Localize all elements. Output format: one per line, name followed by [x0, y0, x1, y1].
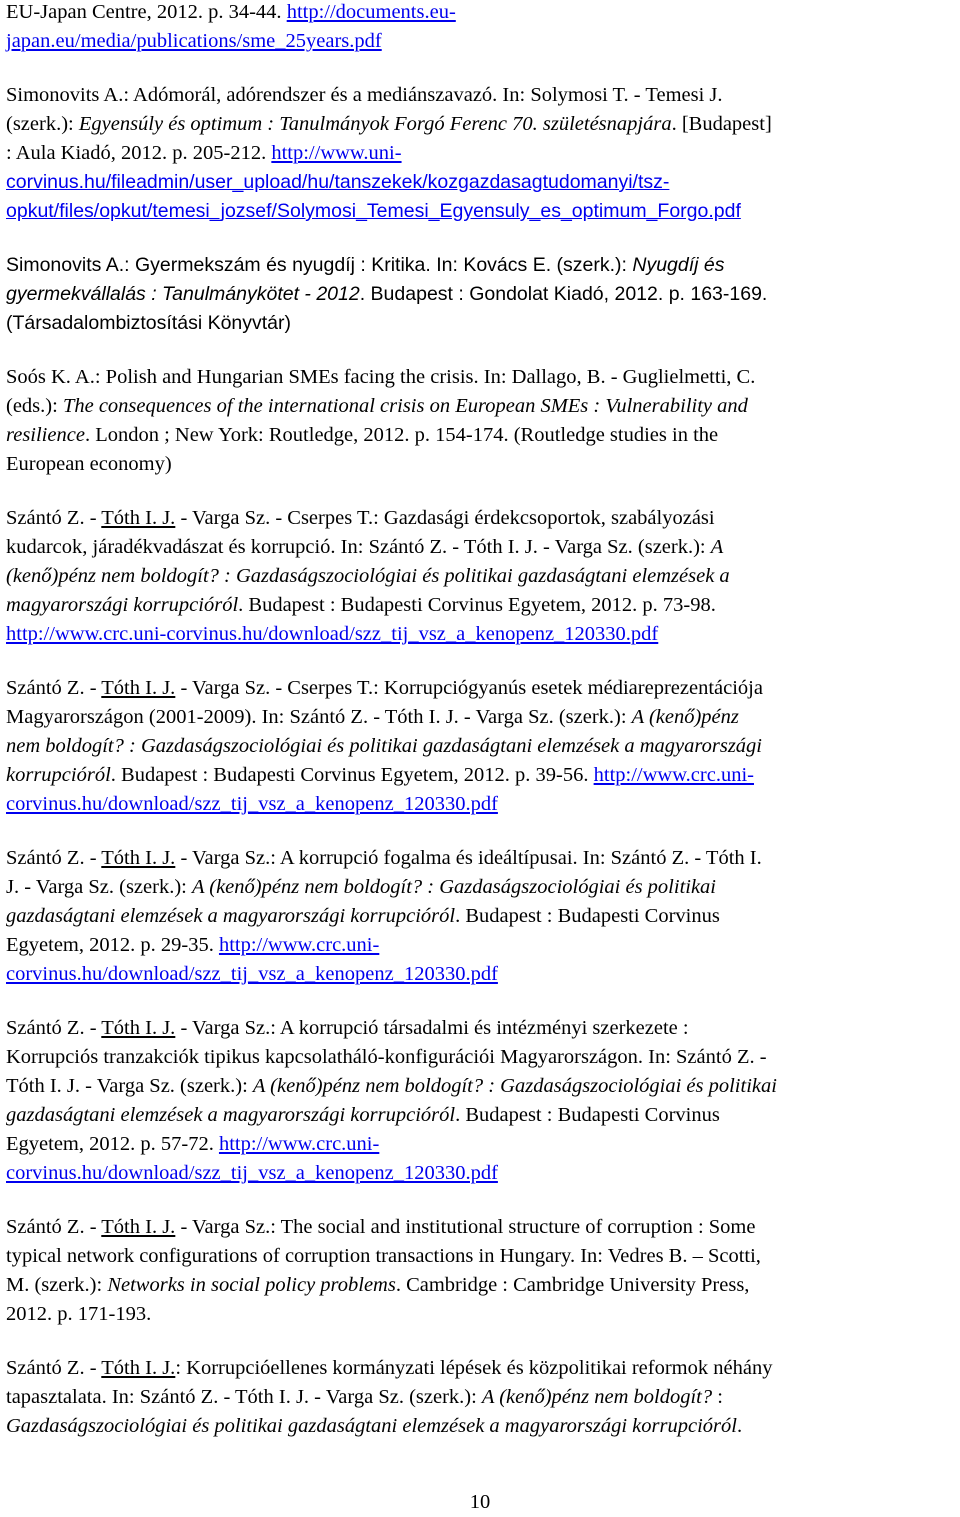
reference-line [6, 280, 956, 309]
reference-title: A [710, 536, 724, 558]
reference-text: - Varga Sz. - Cserpes T.: Gazdasági érdekcsoportok, szabályozási [175, 507, 715, 529]
reference-line [6, 1130, 956, 1159]
reference-text: Simonovits A.: Adómorál, adórendszer és a mediánszavazó. In: Solymosi T. - Temesi J. [6, 84, 723, 106]
reference-text: (szerk.): [6, 113, 79, 135]
reference-line [6, 533, 956, 562]
reference-line [6, 960, 956, 989]
reference-link[interactable]: http://www.crc.uni- [218, 934, 380, 956]
reference-line [6, 1383, 956, 1412]
reference-line [6, 761, 956, 790]
reference-link[interactable]: http://www.crc.uni-corvinus.hu/download/szz_tij_vsz_a_kenopenz_120330.pdf [6, 623, 659, 645]
reference-text: kudarcok, járadékvadászat és korrupció. In: Szántó Z. - Tóth I. J. - Varga Sz. (szerk.): [6, 536, 711, 558]
reference-link[interactable]: http://www.uni- [271, 142, 402, 164]
reference-link[interactable]: corvinus.hu/download/szz_tij_vsz_a_kenopenz_120330.pdf [6, 793, 498, 815]
reference-title: resilience [6, 424, 85, 446]
reference-text: : Aula Kiadó, 2012. p. 205-212. [6, 142, 272, 164]
reference-link[interactable]: opkut/files/opkut/temesi_jozsef/Solymosi_Temesi_Egyensuly_es_optimum_Forgo.pdf [6, 200, 741, 222]
reference-title: gyermekvállalás : Tanulmánykötet - 2012 [6, 283, 360, 305]
reference-line [6, 902, 956, 931]
reference-text: Szántó Z. - [6, 1017, 102, 1039]
reference-title: magyarországi korrupcióról [6, 594, 239, 616]
reference-link[interactable]: corvinus.hu/fileadmin/user_upload/hu/tanszekek/kozgazdasagtudomanyi/tsz- [6, 171, 670, 193]
reference-text: EU-Japan Centre, 2012. p. 34-44. [6, 1, 287, 23]
reference-line [6, 1242, 956, 1271]
reference-text: . London ; New York: Routledge, 2012. p. 154-174. (Routledge studies in the [84, 424, 719, 446]
reference-text: Szántó Z. - [6, 847, 102, 869]
reference-author-highlight: Tóth I. J. [101, 1357, 176, 1379]
reference-line [6, 732, 956, 761]
reference-text: Szántó Z. - [6, 1357, 102, 1379]
reference-author-highlight: Tóth I. J. [101, 677, 176, 699]
reference-line [6, 27, 956, 56]
reference-text: . Budapest : Budapesti Corvinus Egyetem, 2012. p. 39-56. [110, 764, 594, 786]
reference-title: A (kenő)pénz nem boldogít? [481, 1386, 713, 1408]
reference-title: Egyensúly és optimum : Tanulmányok Forgó Ferenc 70. születésnapjára [78, 113, 672, 135]
reference-entry [6, 363, 956, 479]
reference-title: gazdaságtani elemzések a magyarországi korrupcióról [6, 1104, 456, 1126]
reference-text: . Budapest : Budapesti Corvinus Egyetem, 2012. p. 73-98. [238, 594, 716, 616]
reference-title: korrupcióról [6, 764, 111, 786]
reference-author-highlight: Tóth I. J. [101, 1017, 176, 1039]
reference-line [6, 1072, 956, 1101]
reference-line [6, 168, 956, 197]
reference-text: (eds.): [6, 395, 63, 417]
reference-text: - Varga Sz.: The social and institutional structure of corruption : Some [175, 1216, 756, 1238]
reference-link[interactable]: corvinus.hu/download/szz_tij_vsz_a_kenopenz_120330.pdf [6, 1162, 498, 1184]
reference-link[interactable]: http://documents.eu- [286, 1, 456, 23]
reference-link[interactable]: corvinus.hu/download/szz_tij_vsz_a_kenopenz_120330.pdf [6, 963, 498, 985]
reference-line [6, 139, 956, 168]
reference-entry [6, 674, 956, 819]
reference-text: - Varga Sz. - Cserpes T.: Korrupciógyanús esetek médiareprezentációja [175, 677, 763, 699]
reference-line [6, 1043, 956, 1072]
reference-text: : Korrupcióellenes kormányzati lépések és közpolitikai reformok néhány [175, 1357, 773, 1379]
reference-line [6, 363, 956, 392]
reference-text: 2012. p. 171-193. [6, 1303, 152, 1325]
reference-line [6, 844, 956, 873]
reference-title: Gazdaságszociológiai és politikai gazdaságtani elemzések a magyarországi korrupcióról [6, 1415, 737, 1437]
reference-text: . Cambridge : Cambridge University Press, [395, 1274, 750, 1296]
reference-line [6, 1014, 956, 1043]
reference-text: M. (szerk.): [6, 1274, 108, 1296]
reference-line [6, 392, 956, 421]
reference-text: . Budapest : Budapesti Corvinus [455, 1104, 720, 1126]
reference-text: J. - Varga Sz. (szerk.): [6, 876, 192, 898]
reference-line [6, 1271, 956, 1300]
reference-author-highlight: Tóth I. J. [101, 1216, 176, 1238]
reference-text: . [736, 1415, 743, 1437]
reference-line [6, 0, 956, 27]
reference-line [6, 504, 956, 533]
reference-title: A (kenő)pénz nem boldogít? : Gazdaságszociológiai és politikai [252, 1075, 777, 1097]
reference-title: (kenő)pénz nem boldogít? : Gazdaságszociológiai és politikai gazdaságtani elemzések a [6, 565, 730, 587]
reference-line [6, 197, 956, 226]
reference-title: A (kenő)pénz nem boldogít? : Gazdaságszociológiai és politikai [191, 876, 717, 898]
reference-line [6, 1354, 956, 1383]
reference-text: Szántó Z. - [6, 1216, 102, 1238]
reference-text: Egyetem, 2012. p. 57-72. [6, 1133, 219, 1155]
reference-line [6, 421, 956, 450]
reference-text: Magyarországon (2001-2009). In: Szántó Z. - Tóth I. J. - Varga Sz. (szerk.): [6, 706, 632, 728]
reference-line [6, 620, 956, 649]
reference-text: Korrupciós tranzakciók tipikus kapcsolatháló-konfigurációi Magyarországon. In: Szántó Z. - [6, 1046, 767, 1068]
reference-entry [6, 251, 956, 338]
reference-title: A (kenő)pénz [631, 706, 739, 728]
page-number: 10 [469, 1491, 491, 1513]
reference-entry [6, 1014, 956, 1188]
reference-text: typical network configurations of corruption transactions in Hungary. In: Vedres B. – Scotti, [6, 1245, 761, 1267]
reference-title: Nyugdíj és [632, 254, 725, 276]
reference-text: Egyetem, 2012. p. 29-35. [6, 934, 219, 956]
reference-title: Networks in social policy problems [107, 1274, 396, 1296]
reference-text: . Budapest : Gondolat Kiadó, 2012. p. 163-169. [359, 283, 768, 305]
reference-line [6, 1101, 956, 1130]
reference-entry [6, 844, 956, 989]
reference-text: Tóth I. J. - Varga Sz. (szerk.): [6, 1075, 253, 1097]
reference-link[interactable]: http://www.crc.uni- [593, 764, 754, 786]
reference-line [6, 703, 956, 732]
reference-text: - Varga Sz.: A korrupció fogalma és ideáltípusai. In: Szántó Z. - Tóth I. [175, 847, 762, 869]
reference-line [6, 931, 956, 960]
reference-line [6, 1159, 956, 1188]
reference-line [6, 1213, 956, 1242]
reference-entry [6, 504, 956, 649]
reference-text: Simonovits A.: Gyermekszám és nyugdíj : Kritika. In: Kovács E. (szerk.): [6, 254, 633, 276]
reference-title: gazdaságtani elemzések a magyarországi korrupcióról [6, 905, 456, 927]
reference-line [6, 1300, 956, 1329]
reference-line [6, 110, 956, 139]
reference-text: (Társadalombiztosítási Könyvtár) [6, 312, 292, 334]
reference-line [6, 790, 956, 819]
reference-text: . Budapest : Budapesti Corvinus [455, 905, 720, 927]
reference-line [6, 309, 956, 338]
bibliography [6, 0, 956, 1466]
reference-text: Szántó Z. - [6, 677, 102, 699]
reference-line [6, 591, 956, 620]
reference-entry [6, 1354, 956, 1441]
reference-entry [6, 0, 956, 56]
reference-link[interactable]: japan.eu/media/publications/sme_25years.pdf [6, 30, 382, 52]
reference-line [6, 562, 956, 591]
reference-line [6, 81, 956, 110]
reference-text: European economy) [6, 453, 172, 475]
reference-text: Soós K. A.: Polish and Hungarian SMEs facing the crisis. In: Dallago, B. - Guglielmetti, C. [6, 366, 756, 388]
reference-author-highlight: Tóth I. J. [101, 507, 176, 529]
reference-author-highlight: Tóth I. J. [101, 847, 176, 869]
reference-line [6, 251, 956, 280]
reference-title: The consequences of the international crisis on European SMEs : Vulnerability and [62, 395, 748, 417]
reference-text: - Varga Sz.: A korrupció társadalmi és intézményi szerkezete : [175, 1017, 689, 1039]
reference-text: . [Budapest] [671, 113, 772, 135]
reference-text: Szántó Z. - [6, 507, 102, 529]
reference-title: nem boldogít? : Gazdaságszociológiai és politikai gazdaságtani elemzések a magyarországi [6, 735, 762, 757]
reference-line [6, 873, 956, 902]
reference-entry [6, 81, 956, 226]
reference-text: tapasztalata. In: Szántó Z. - Tóth I. J. - Varga Sz. (szerk.): [6, 1386, 482, 1408]
reference-line [6, 450, 956, 479]
reference-line [6, 674, 956, 703]
reference-entry [6, 1213, 956, 1329]
reference-link[interactable]: http://www.crc.uni- [218, 1133, 380, 1155]
reference-line [6, 1412, 956, 1441]
reference-text: : [712, 1386, 723, 1408]
